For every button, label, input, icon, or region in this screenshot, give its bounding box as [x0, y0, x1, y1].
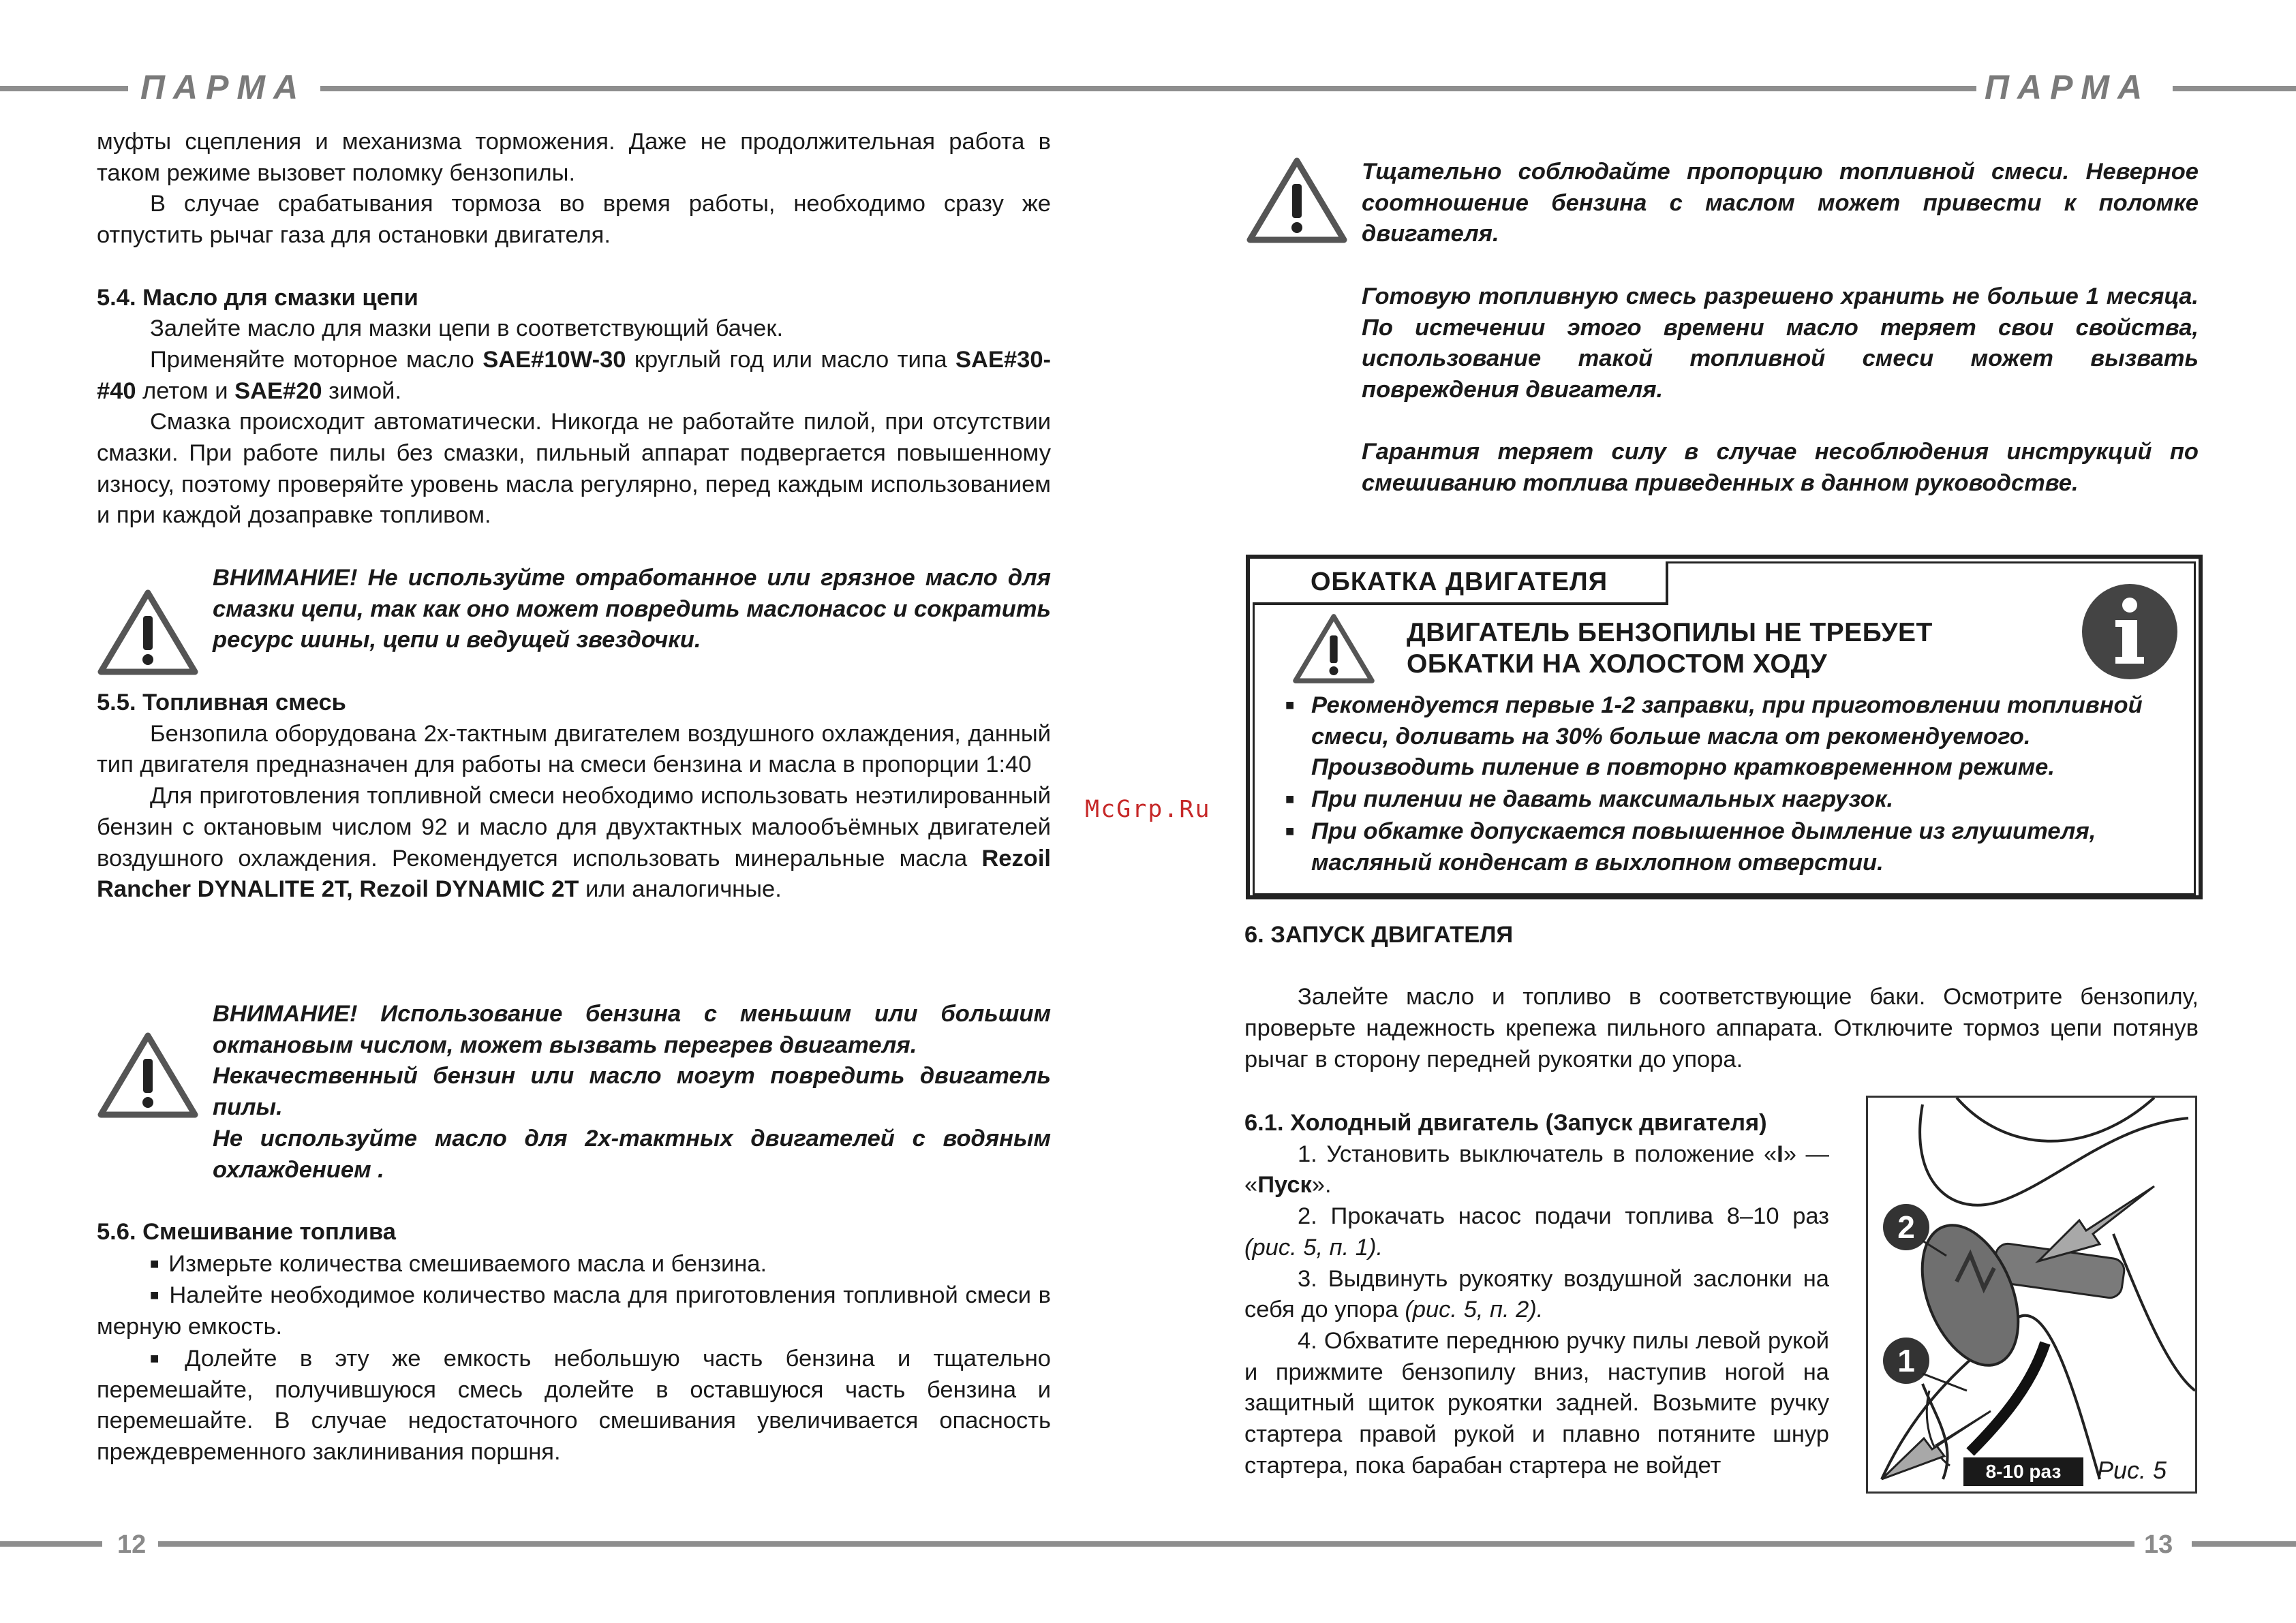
- warning-triangle-icon: [1246, 155, 1348, 245]
- paragraph: Применяйте моторное масло SAE#10W-30 круглый год или масло типа SAE#30-#40 летом и SAE#20 зимой.: [97, 346, 1052, 404]
- list-item: ■ Рекомендуется первые 1-2 заправки, при приготовлении топливной смеси, доливать на 30% больше масла от рекомендуемого. Производить пиление в повторно кратковременном режиме.: [1285, 690, 2171, 784]
- section-6: [1244, 920, 2199, 1076]
- brand-logo-right: ПАРМА: [1985, 68, 2151, 106]
- paragraph: Залейте масло для мазки цепи в соответствующий бачек.: [150, 315, 784, 342]
- watermark: McGrp.Ru: [1085, 796, 1211, 823]
- left-column-fuel: [97, 687, 1051, 906]
- paragraph: муфты сцепления и механизма торможения. Даже не продолжительная работа в таком режиме вызовет поломку бензопилы.: [97, 129, 1051, 186]
- list-item: ■ При пилении не давать максимальных нагрузок.: [1285, 784, 2171, 816]
- step: 4. Обхватите переднюю ручку пилы левой рукой и прижмите бензопилу вниз, наступив ногой на защитный щиток рукоятки задней. Возьмите ручку стартера правой рукой и плавно потяните шнур стартера, пока барабан стартера не войдет: [1244, 1327, 1829, 1479]
- warning-triangle-icon: [97, 587, 199, 677]
- list-item: ■ Долейте в эту же емкость небольшую часть бензина и тщательно перемешайте, получившуюся смесь долейте в оставшуюся часть бензина и перемешайте. В случае недостаточного смешивания увеличивается опасность преждевременного заклинивания поршня.: [97, 1343, 1051, 1468]
- warning-triangle-icon: [97, 1030, 199, 1120]
- left-column: [97, 127, 1051, 531]
- paragraph: Залейте масло и топливо в соответствующие баки. Осмотрите бензопилу, проверьте надежность крепежа пильного аппарата. Отключите тормоз цепи потянув рычаг в сторону передней рукоятки до упора.: [1244, 984, 2199, 1072]
- paragraph: Бензопила оборудована 2х-тактным двигателем воздушного охлаждения, данный тип двигателя предназначен для работы на смеси бензина и масла в пропорции 1:40: [97, 720, 1051, 778]
- figure-label-2: 2: [1897, 1209, 1915, 1245]
- info-icon: [2080, 582, 2179, 681]
- footer-rule-center: [158, 1541, 2134, 1547]
- figure-5: [1866, 1096, 2197, 1494]
- break-in-title: ОБКАТКА ДВИГАТЕЛЯ: [1253, 561, 1668, 605]
- step: 2. Прокачать насос подачи топлива 8–10 раз (рис. 5, п. 1).: [1244, 1203, 1829, 1261]
- paragraph: Для приготовления топливной смеси необходимо использовать неэтилированный бензин с октановым числом 92 и масло для двухтактных малообъёмных двигателей воздушного охлаждения. Рекомендуется использовать минеральные масла Rezoil Rancher DYNALITE 2T, Rezoil DYNAMIC 2T или аналогичные.: [97, 783, 1051, 903]
- footer-rule-right: [2192, 1541, 2296, 1547]
- step: 1. Установить выключатель в положение «I» — «Пуск».: [1244, 1141, 1829, 1199]
- brand-logo-left: ПАРМА: [140, 68, 307, 106]
- break-in-list: [1285, 690, 2171, 878]
- header-rule-center: [320, 86, 1976, 91]
- section-title-5-4: 5.4. Масло для смазки цепи: [97, 284, 418, 311]
- warning-oil: ВНИМАНИЕ! Не используйте отработанное или грязное масло для смазки цепи, так как оно может повредить маслонасос и сократить ресурс шины, цепи и ведущей звездочки.: [213, 565, 1051, 653]
- list-item: ■ При обкатке допускается повышенное дымление из глушителя, масляный конденсат в выхлопном отверстии.: [1285, 816, 2171, 878]
- list-item: ■ Измерьте количества смешиваемого масла и бензина.: [97, 1248, 1051, 1280]
- section-title-6-1: 6.1. Холодный двигатель (Запуск двигателя): [1244, 1110, 1767, 1136]
- warning-fuel: ВНИМАНИЕ! Использование бензина с меньшим или большим октановым числом, может вызвать перегрев двигателя. Некачественный бензин или масло могут повредить двигатель пилы. Не используйте масло для 2х-тактных двигателей с водяным охлаждением .: [213, 1001, 1051, 1183]
- paragraph: В случае срабатывания тормоза во время работы, необходимо сразу же отпустить рычаг газа для остановки двигателя.: [97, 191, 1051, 249]
- left-column-mixing: [97, 1217, 1051, 1468]
- paragraph: Смазка происходит автоматически. Никогда не работайте пилой, при отсутствии смазки. При работе пилы без смазки, пильный аппарат подвергается повышенному износу, поэтому проверяйте уровень масла регулярно, перед каждым использованием и при каждой дозаправке топливом.: [97, 409, 1051, 529]
- section-title-5-5: 5.5. Топливная смесь: [97, 690, 346, 715]
- section-title-6: 6. ЗАПУСК ДВИГАТЕЛЯ: [1244, 922, 1514, 948]
- break-in-heading: ДВИГАТЕЛЬ БЕНЗОПИЛЫ НЕ ТРЕБУЕТ ОБКАТКИ НА ХОЛОСТОМ ХОДУ: [1407, 618, 1933, 679]
- warning-mixture: Тщательно соблюдайте пропорцию топливной смеси. Неверное соотношение бензина с маслом может привести к поломке двигателя. Готовую топливную смесь разрешено хранить не больше 1 месяца. По истечении этого времени масло теряет свои свойства, использование такой топливной смеси может вызвать повреждения двигателя. Гарантия теряет силу в случае несоблюдения инструкций по смешиванию топлива приведенных в данном руководстве.: [1362, 159, 2199, 496]
- header-rule-right: [2173, 86, 2296, 91]
- header-rule-left: [0, 86, 128, 91]
- section-title-5-6: 5.6. Смешивание топлива: [97, 1219, 396, 1245]
- pump-count-badge: 8-10 раз: [1963, 1457, 2083, 1486]
- warning-triangle-icon: [1292, 612, 1375, 685]
- footer-rule-left: [0, 1541, 102, 1547]
- chainsaw-start-illustration: [1868, 1098, 2195, 1491]
- page-number-right: 13: [2144, 1530, 2173, 1559]
- page-number-left: 12: [117, 1530, 147, 1559]
- list-item: ■ Налейте необходимое количество масла для приготовления топливной смеси в мерную емкость.: [97, 1280, 1051, 1342]
- figure-caption: Рис. 5: [2097, 1456, 2167, 1484]
- step: 3. Выдвинуть рукоятку воздушной заслонки на себя до упора (рис. 5, п. 2).: [1244, 1265, 1829, 1323]
- figure-label-1: 1: [1897, 1343, 1915, 1378]
- section-6-1: [1244, 1108, 1829, 1481]
